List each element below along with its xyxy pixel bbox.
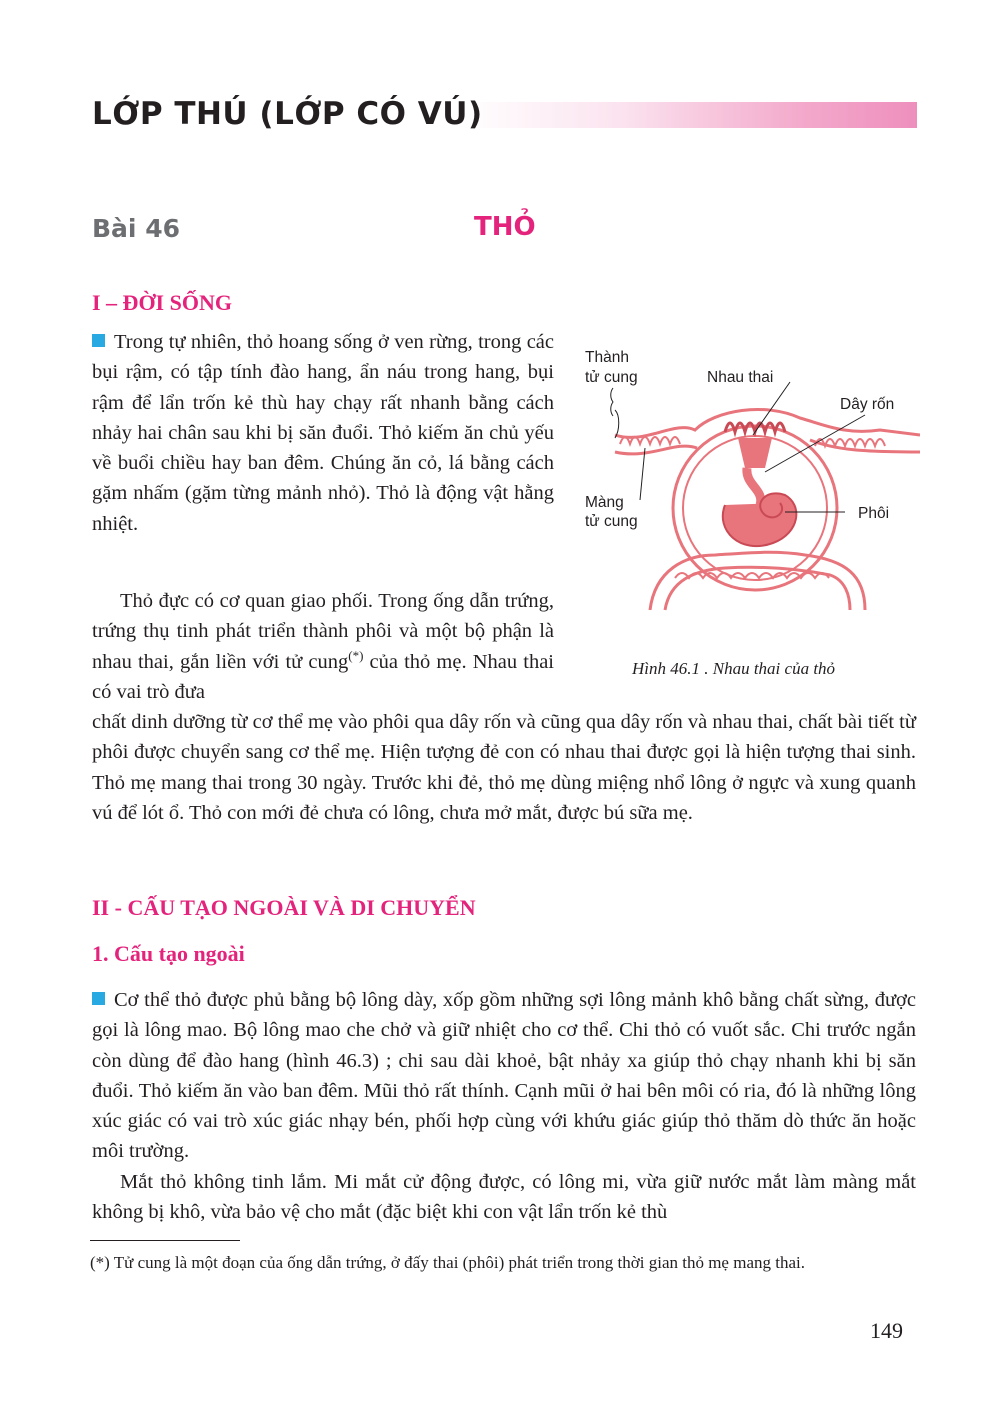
embryo-sac (673, 423, 837, 590)
subsection-heading-external: 1. Cấu tạo ngoài (92, 941, 245, 966)
label-uterus-wall-1: Thành (585, 349, 629, 366)
chapter-title-bar (462, 102, 917, 128)
figure-caption: Hình 46.1 . Nhau thai của thỏ (632, 659, 836, 678)
label-uterus-membrane-1: Màng (585, 494, 624, 511)
paragraph-reproduction-text: Thỏ đực có cơ quan giao phối. Trong ống dẫn trứng, trứng thụ tinh phát triển thành phôi và một bộ phận là nhau thai, gắn liền với tử cung (92, 590, 554, 673)
page-number: 149 (870, 1318, 903, 1343)
bullet-marker (92, 992, 105, 1005)
diagram-leader-lines (611, 382, 865, 512)
footnote-mark: (*) (348, 647, 364, 663)
paragraph-life (92, 327, 554, 539)
lesson-title: THỎ (474, 212, 536, 242)
label-embryo: Phôi (858, 505, 890, 522)
footnote-divider (90, 1240, 240, 1241)
bullet-marker (92, 334, 105, 347)
paragraph-reproduction-text-end: của thỏ mẹ. Nhau thai có vai trò đưa (92, 650, 554, 703)
paragraph-external-structure-text: Cơ thể thỏ được phủ bằng bộ lông dày, xốp gồm những sợi lông mảnh khô bằng chất sừng, được gọi là lông mao. Bộ lông mao che chở và giữ nhiệt cho cơ thể. Chi thỏ có vuốt sắc. Chi trước ngắn còn dùng để đào hang (hình 46.3) ; chi sau dài khoẻ, bật nhảy xa giúp thỏ chạy nhanh khi bị săn đuổi. Thỏ kiếm ăn vào ban đêm. Mũi thỏ rất thính. Cạnh mũi ở hai bên môi có ria, đó là những lông xúc giác có vai trò xúc giác nhạy bén, phối hợp cùng với khứu giác giúp thỏ thăm dò thức ăn hoặc môi trường. (92, 989, 916, 1163)
footnote: (*) Tử cung là một đoạn của ống dẫn trứng, ở đấy thai (phôi) phát triển trong thời gian thỏ mẹ mang thai. (90, 1253, 805, 1272)
section-heading-life: I – ĐỜI SỐNG (92, 290, 232, 315)
uterus-wall-bottom (650, 552, 865, 610)
paragraph-external-structure (92, 985, 916, 1167)
label-uterus-wall-2: tử cung (585, 369, 638, 386)
label-placenta: Nhau thai (707, 369, 774, 386)
paragraph-eyes: Mắt thỏ không tinh lắm. Mi mắt cử động được, có lông mi, vừa giữ nước mắt làm màng mắt không bị khô, vừa bảo vệ cho mắt (đặc biệt khi con vật lẩn trốn kẻ thù (92, 1171, 916, 1224)
section-heading-structure: II - CẤU TẠO NGOÀI VÀ DI CHUYỂN (92, 895, 476, 920)
label-umbilical-cord: Dây rốn (840, 396, 895, 413)
lesson-number: Bài 46 (92, 214, 180, 243)
placenta-diagram (575, 340, 920, 620)
paragraph-reproduction-continued: chất dinh dưỡng từ cơ thể mẹ vào phôi qua dây rốn và cũng qua dây rốn và nhau thai, chất bài tiết từ phôi được chuyển sang cơ thể mẹ. Hiện tượng đẻ con có nhau thai được gọi là hiện tượng thai sinh. Thỏ mẹ mang thai trong 30 ngày. Trước khi đẻ, thỏ mẹ dùng miệng nhổ lông ở ngực và xung quanh vú để lót ổ. Thỏ con mới đẻ chưa có lông, chưa mở mắt, được bú sữa mẹ. (92, 711, 916, 824)
paragraph-reproduction (92, 586, 554, 707)
paragraph-life-text: Trong tự nhiên, thỏ hoang sống ở ven rừng, trong các bụi rậm, có tập tính đào hang, ẩn náu trong hang, bụi rậm để lẩn trốn kẻ thù hay chạy rất nhanh bằng cách nhảy hai chân sau khi bị săn đuổi. Thỏ kiếm ăn chủ yếu về buổi chiều hay ban đêm. Chúng ăn cỏ, lá bằng cách gặm nhấm (gặm từng mảnh nhỏ). Thỏ là động vật hằng nhiệt. (92, 331, 554, 535)
label-uterus-membrane-2: tử cung (585, 513, 638, 530)
chapter-title: LỚP THÚ (LỚP CÓ VÚ) (92, 96, 483, 132)
